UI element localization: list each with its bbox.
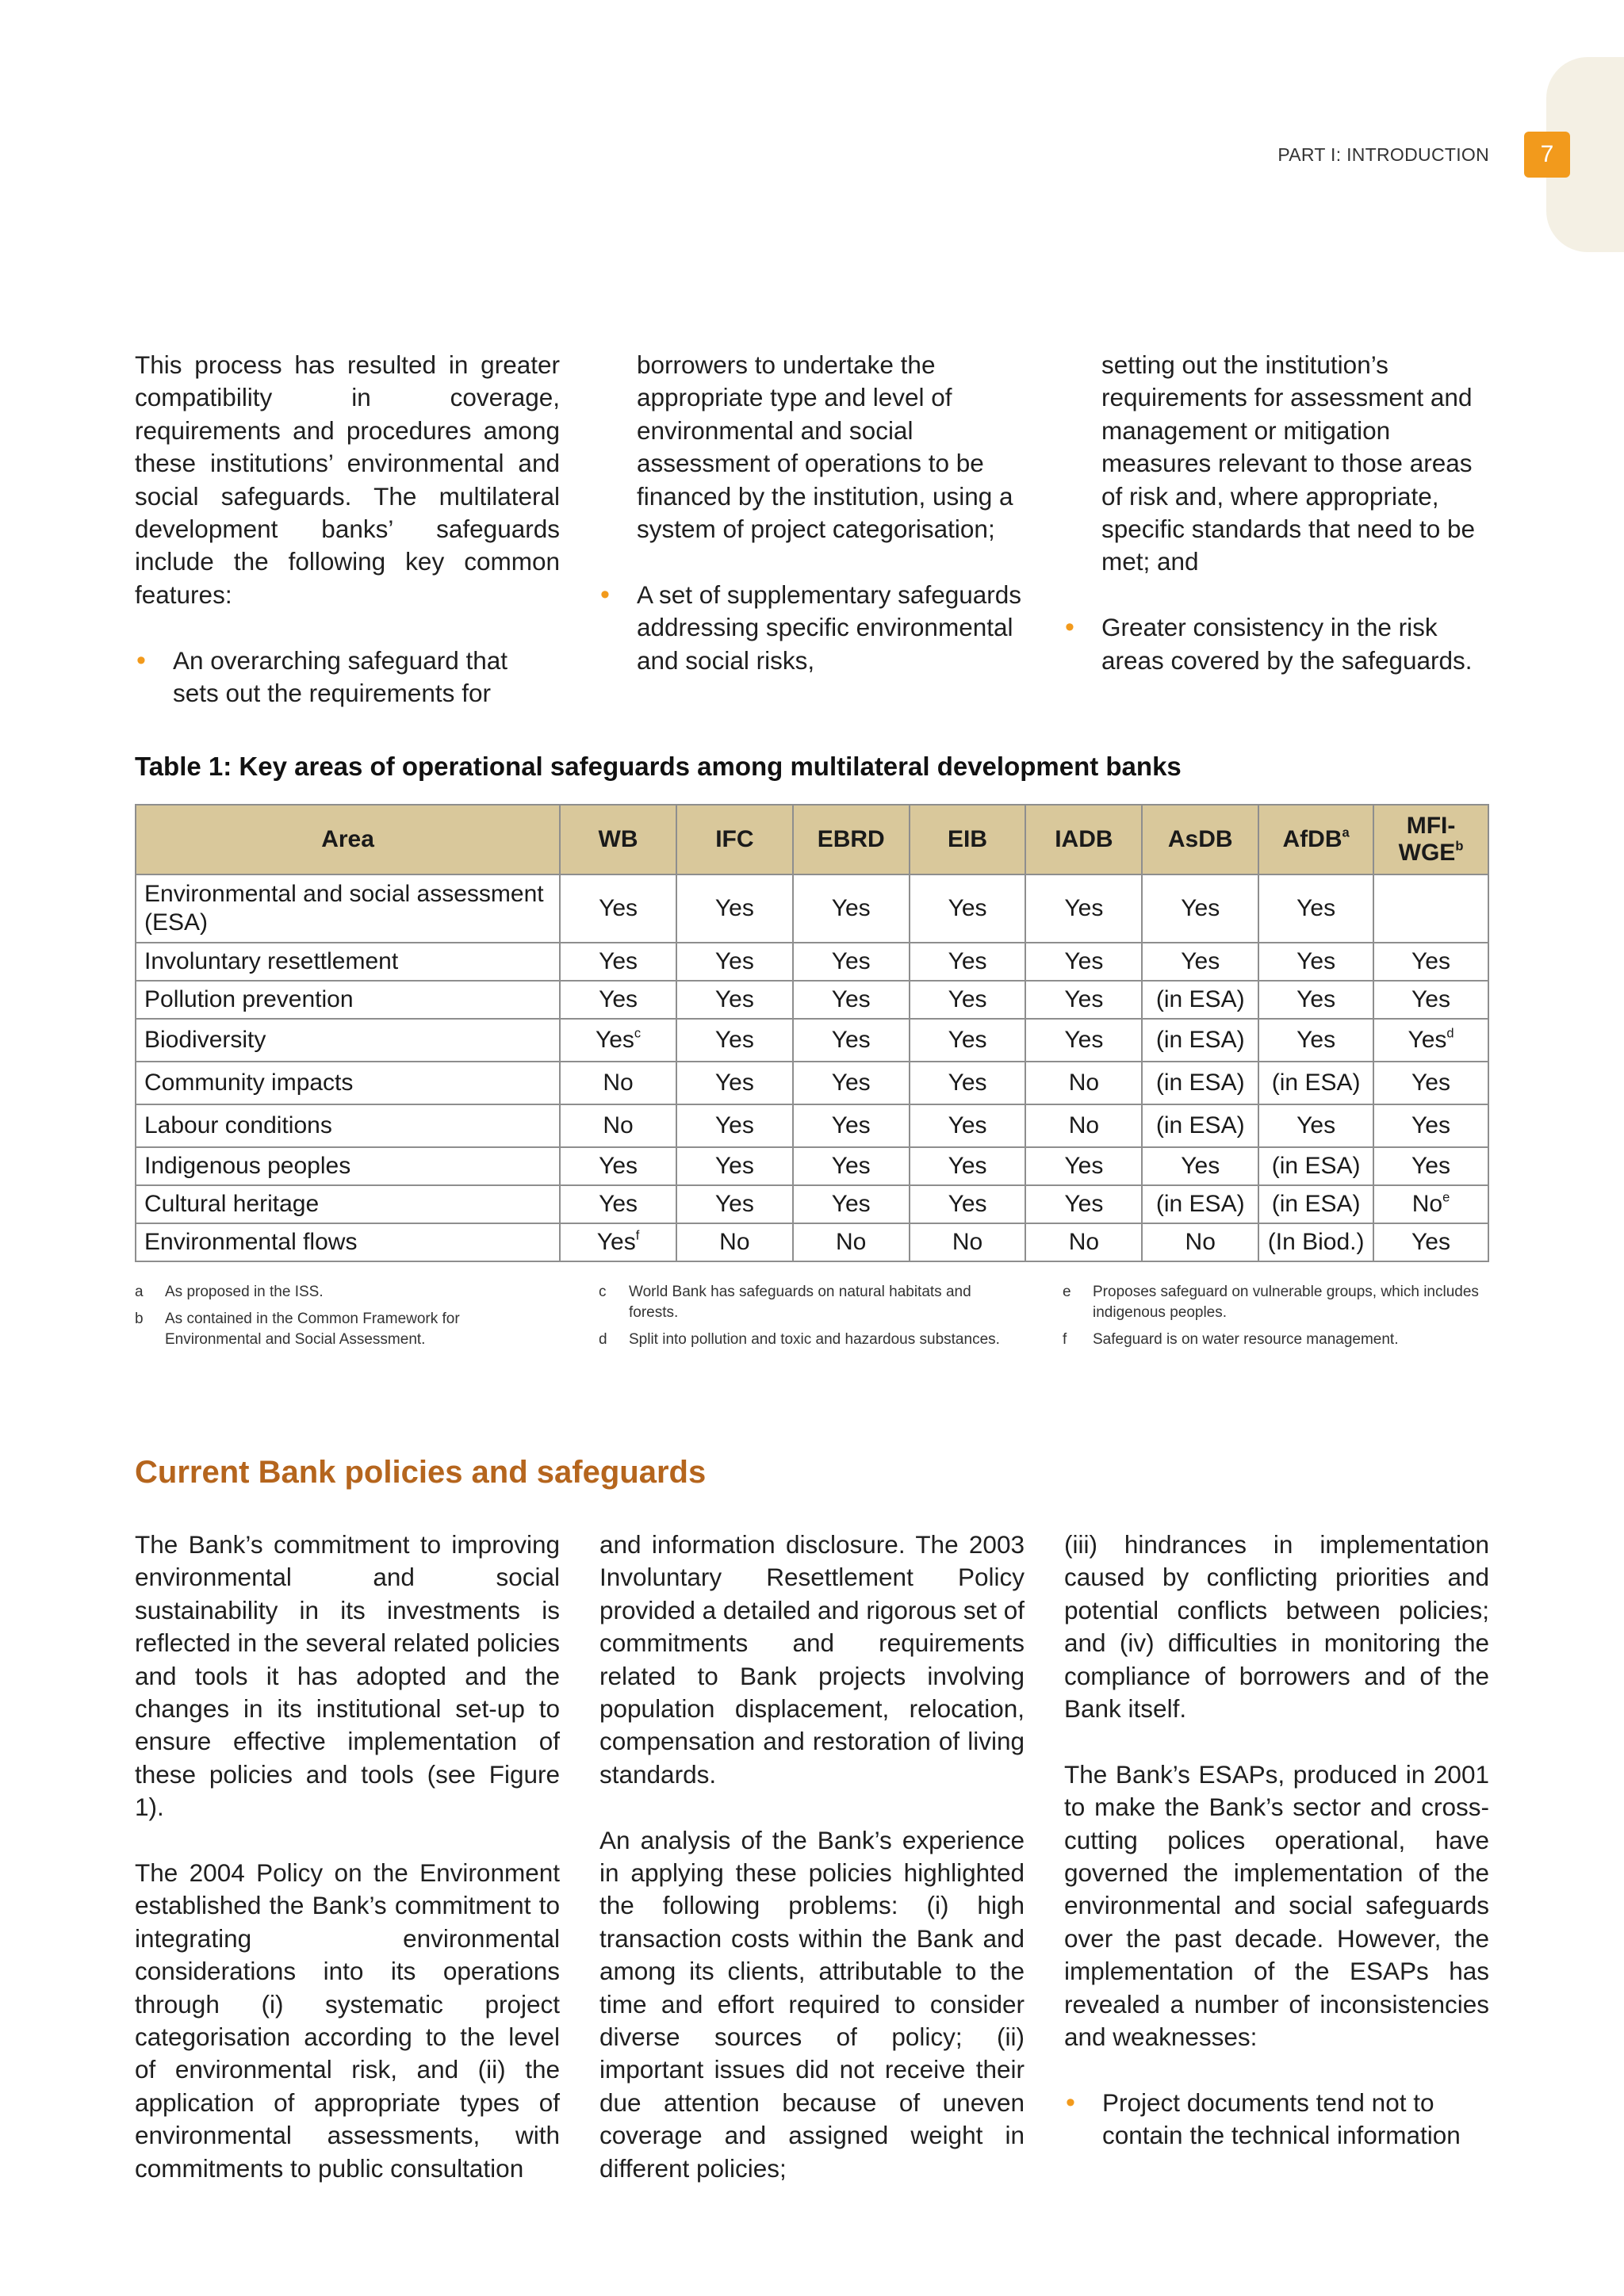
table-title: Table 1: Key areas of operational safeguards among multilateral development banks bbox=[135, 752, 1182, 781]
paragraph: and information disclosure. The 2003 Involuntary Resettlement Policy provided a detailed and rigorous set of commitments and requirements related to Bank projects involving population displacement, relocation, compensation and restoration of living standards. bbox=[599, 1530, 1025, 1789]
bullet-continuation: borrowers to undertake the appropriate type and level of environmental and social assessment of operations to be financed by the institution, using a system of project categorisation; bbox=[637, 350, 1013, 544]
page-number: 7 bbox=[1524, 132, 1570, 178]
table-row: Indigenous peoples Yes Yes Yes Yes Yes Yes (in ESA) Yes bbox=[136, 1147, 1488, 1185]
intro-paragraph: This process has resulted in greater compatibility in coverage, requirements and procedures among these institutions’ environmental and social safeguards. The multilateral development banks’ safeguards include the following key common features: bbox=[135, 350, 560, 609]
col-header-ebrd: EBRD bbox=[793, 805, 910, 874]
section-columns bbox=[135, 1529, 1489, 2185]
bullet-text: Project documents tend not to contain the technical information bbox=[1102, 2087, 1461, 2150]
col-header-afdb: AfDB$^a$ bbox=[1258, 805, 1373, 874]
col-header-wb: WB bbox=[560, 805, 676, 874]
col-header-ifc: IFC bbox=[676, 805, 793, 874]
paragraph: An analysis of the Bank’s experience in applying these policies highlighted the following problems: (i) high transaction costs within the Bank and among its clients, attributable to the time and effort required to consider diverse sources of policy; (ii) important issues did not receive their due attention because of uneven coverage and assigned weight in different policies; bbox=[599, 1825, 1025, 2183]
footnote-a: a As proposed in the ISS. bbox=[135, 1284, 324, 1300]
intro-column-1 bbox=[135, 349, 560, 710]
bullet-item bbox=[1064, 2087, 1489, 2152]
paragraph: (iii) hindrances in implementation caused by conflicting priorities and potential conflicts between policies; and (iv) difficulties in monitoring the compliance of borrowers and of the Bank itself. bbox=[1064, 1530, 1489, 1724]
table-row: Involuntary resettlement Yes Yes Yes Yes Yes Yes Yes Yes bbox=[136, 943, 1488, 981]
intro-columns bbox=[135, 349, 1491, 710]
col-header-area: Area bbox=[136, 805, 560, 874]
table-row: Labour conditions No Yes Yes Yes No (in ESA) Yes Yes bbox=[136, 1104, 1488, 1147]
col-header-mfi-wge: MFI-WGE$^b$ bbox=[1373, 805, 1488, 874]
bullet-icon: • bbox=[136, 645, 146, 675]
paragraph: The Bank’s commitment to improving environmental and social sustainability in its investments is reflected in the several related policies and tools it has adopted and the changes in its institutional set-up to ensure effective implementation of these policies and tools (see Figure 1). bbox=[135, 1530, 560, 1822]
bullet-icon: • bbox=[1066, 2087, 1075, 2118]
safeguards-table bbox=[135, 804, 1489, 1262]
col-header-asdb: AsDB bbox=[1142, 805, 1258, 874]
section-column-2 bbox=[599, 1529, 1025, 2185]
table-row: Environmental and social assessment (ESA) Yes Yes Yes Yes Yes Yes Yes bbox=[136, 874, 1488, 943]
bullet-continuation: setting out the institution’s requirements for assessment and management or mitigation measures relevant to those areas of risk and, where appropriate, specific standards that need to be met; and bbox=[1101, 350, 1476, 576]
footnote-d: d Split into pollution and toxic and hazardous substances. bbox=[599, 1331, 1000, 1348]
paragraph: The 2004 Policy on the Environment established the Bank’s commitment to integrating environmental considerations into its operations through (i) systematic project categorisation according to the level of environmental risk, and (ii) the application of appropriate types of environmental assessments, with commitments to public consultation bbox=[135, 1858, 560, 2183]
intro-column-2 bbox=[599, 349, 1024, 710]
table-header-row bbox=[136, 805, 1488, 874]
table-row: Biodiversity Yes$^c$ Yes Yes Yes Yes (in ESA) Yes Yes$^d$ bbox=[136, 1019, 1488, 1062]
footnote-c: c World Bank has safeguards on natural habitats and forests. bbox=[599, 1284, 971, 1321]
bullet-icon: • bbox=[1065, 612, 1074, 643]
footnote-e: e Proposes safeguard on vulnerable groups, which includes indigenous peoples. bbox=[1063, 1284, 1479, 1321]
footnote-f: f Safeguard is on water resource management. bbox=[1063, 1331, 1399, 1348]
section-heading: Current Bank policies and safeguards bbox=[135, 1455, 707, 1490]
bullet-text: Greater consistency in the risk areas covered by the safeguards. bbox=[1101, 613, 1473, 675]
paragraph: The Bank’s ESAPs, produced in 2001 to make the Bank’s sector and cross-cutting polices operational, have governed the implementation of the environmental and social safeguards over the past decade. However, the implementation of the ESAPs has revealed a number of inconsistencies and weaknesses: bbox=[1064, 1759, 1489, 2052]
bullet-item bbox=[135, 645, 560, 710]
col-header-eib: EIB bbox=[910, 805, 1026, 874]
bullet-text: A set of supplementary safeguards addressing specific environmental and social risks, bbox=[637, 580, 1022, 675]
bullet-text: An overarching safeguard that sets out the requirements for bbox=[173, 645, 508, 708]
bullet-item bbox=[599, 579, 1024, 677]
section-column-1 bbox=[135, 1529, 560, 2185]
bullet-icon: • bbox=[600, 579, 610, 610]
table-row: Community impacts No Yes Yes Yes No (in ESA) (in ESA) Yes bbox=[136, 1062, 1488, 1104]
table-row: Cultural heritage Yes Yes Yes Yes Yes (in ESA) (in ESA) No$^e$ bbox=[136, 1185, 1488, 1223]
footnote-b: b As contained in the Common Framework for Environmental and Social Assessment. bbox=[135, 1311, 460, 1348]
intro-column-3 bbox=[1063, 349, 1488, 710]
bullet-item bbox=[1063, 611, 1488, 677]
col-header-iadb: IADB bbox=[1025, 805, 1142, 874]
table-footnotes bbox=[135, 1282, 1491, 1357]
running-head: PART I: INTRODUCTION bbox=[1277, 144, 1489, 165]
table-row: Pollution prevention Yes Yes Yes Yes Yes (in ESA) Yes Yes bbox=[136, 981, 1488, 1019]
section-column-3 bbox=[1064, 1529, 1489, 2185]
table-row: Environmental flows Yes$^f$ No No No No No (In Biod.) Yes bbox=[136, 1223, 1488, 1261]
